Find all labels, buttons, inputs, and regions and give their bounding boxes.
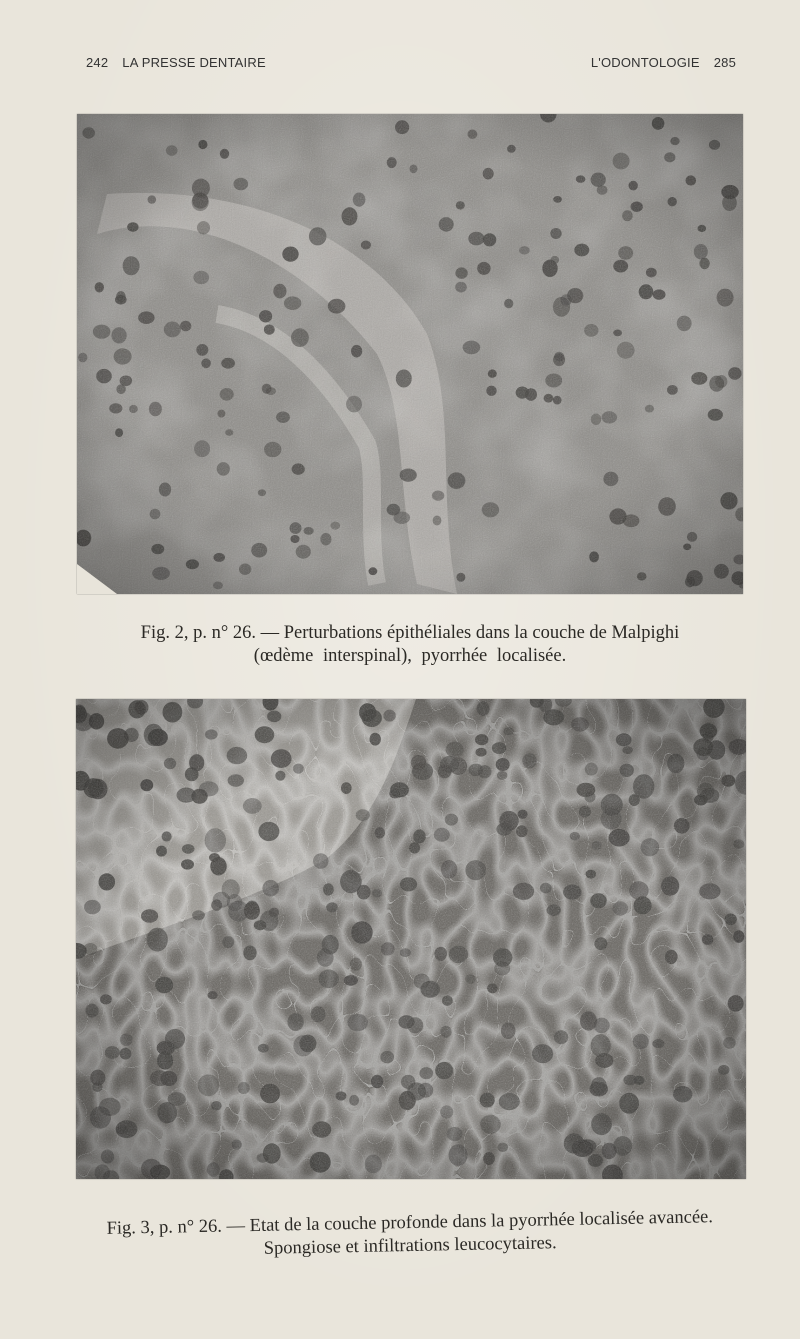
running-head-right — [591, 55, 736, 70]
figure-2-caption-line-2: (œdème interspinal), pyorrhée localisée. — [253, 646, 567, 666]
left-page-number: 242 — [86, 55, 109, 70]
figure-3-caption-line-1: Fig. 3, p. n° 26. — Etat de la couche profonde dans la pyorrhée localisée avancée. — [106, 1207, 714, 1239]
figure-2-caption-line-1: Fig. 2, p. n° 26. — Perturbations épithéliales dans la couche de Malpighi — [140, 623, 680, 643]
figure-3-caption — [60, 1205, 761, 1264]
micrograph-epithelium-image — [77, 114, 743, 594]
right-page-number: 285 — [713, 55, 736, 70]
figure-2-caption — [60, 622, 760, 668]
micrograph-deep-layer-image — [76, 699, 746, 1179]
right-journal-title: L'ODONTOLOGIE — [590, 55, 700, 70]
left-journal-title: LA PRESSE DENTAIRE — [122, 55, 266, 70]
running-head-left — [86, 55, 266, 70]
figure-3-micrograph — [76, 699, 746, 1179]
figure-2-micrograph — [77, 114, 743, 594]
running-head — [86, 55, 736, 75]
figure-3-caption-line-2: Spongiose et infiltrations leucocytaires. — [263, 1233, 557, 1259]
